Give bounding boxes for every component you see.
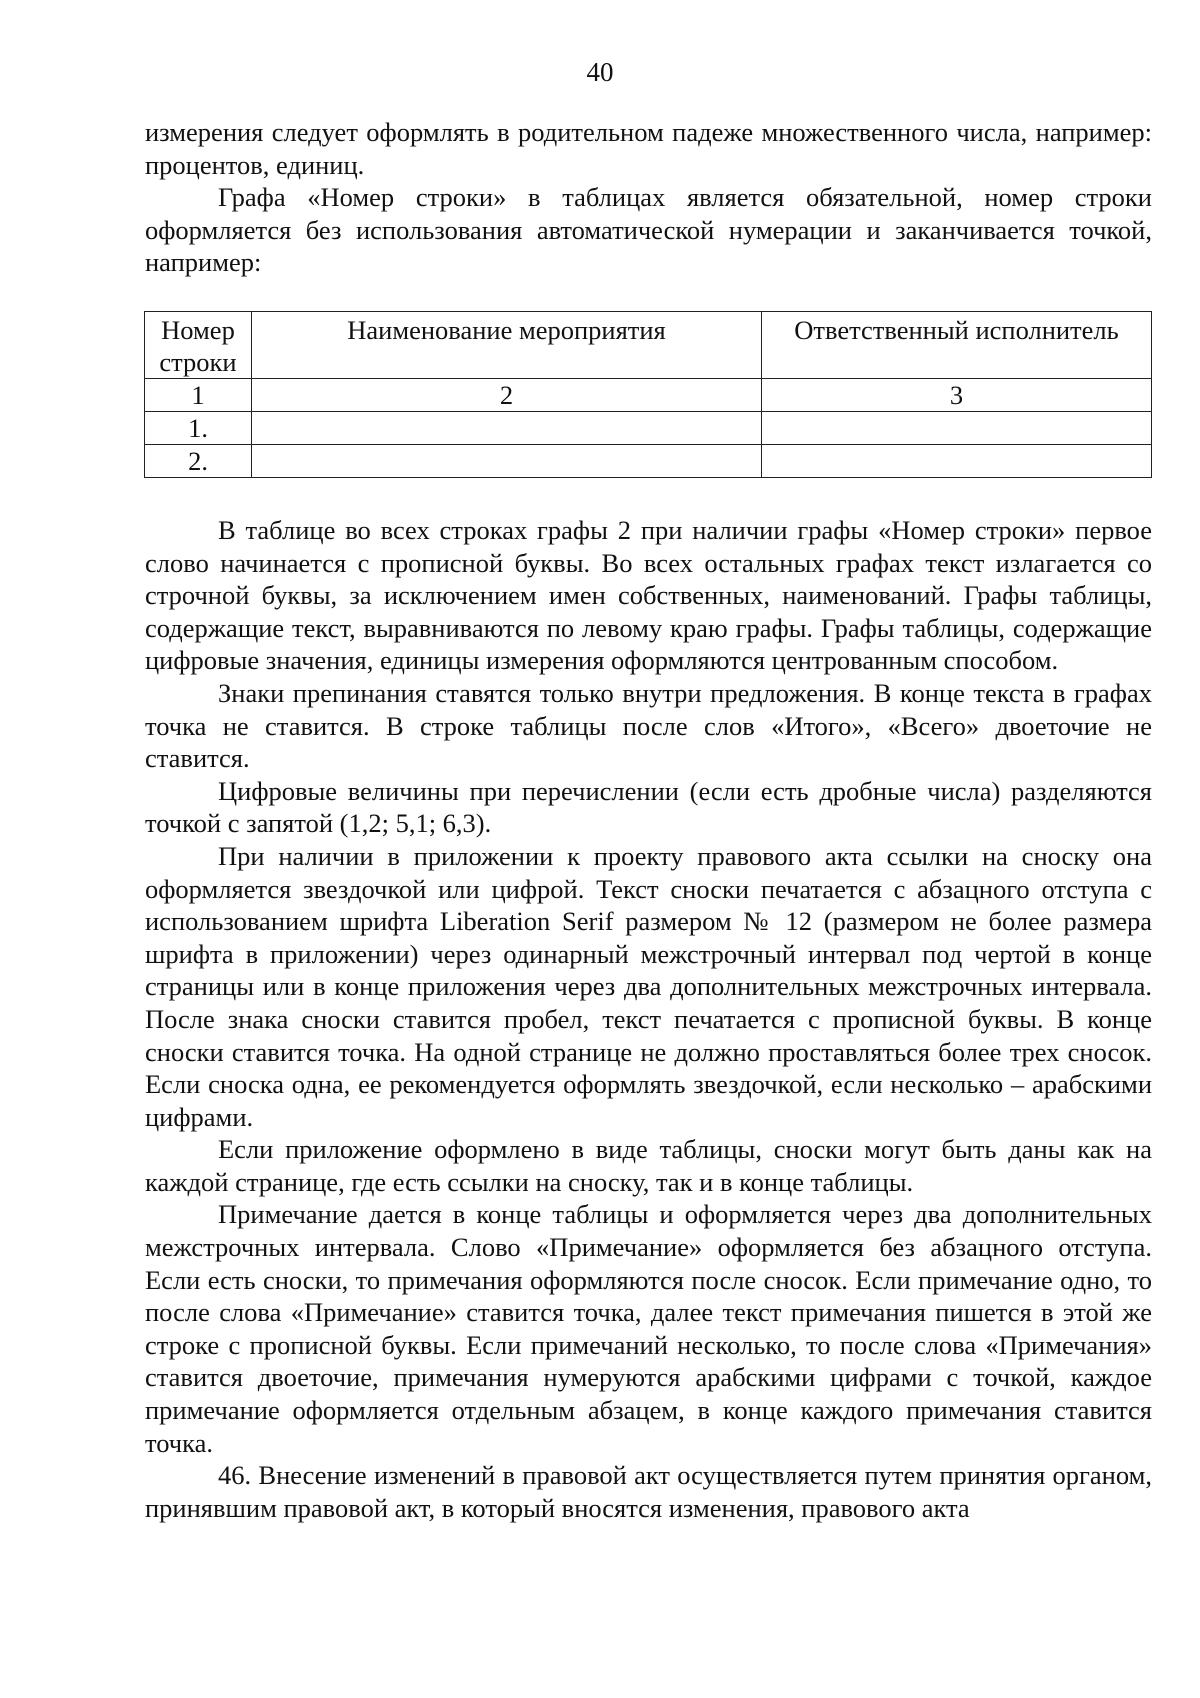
example-table bbox=[144, 311, 1152, 478]
table-cell: 1 bbox=[145, 379, 252, 412]
table-cell: 2. bbox=[145, 445, 252, 478]
table-cell bbox=[762, 445, 1152, 478]
body-section bbox=[145, 514, 1152, 1524]
paragraph: Графа «Номер строки» в таблицах является обязательной, номер строки оформляется без использования автоматической нумерации и заканчивается точкой, например: bbox=[145, 182, 1152, 278]
paragraph: Знаки препинания ставятся только внутри предложения. В конце текста в графах точка не ставится. В строке таблицы после слов «Итого», «Всего» двоеточие не ставится. bbox=[145, 677, 1152, 774]
table-header-row bbox=[145, 312, 1152, 379]
table-cell bbox=[252, 445, 762, 478]
table-row bbox=[145, 379, 1152, 412]
paragraph: Цифровые величины при перечислении (если есть дробные числа) разделяются точкой с запятой (1,2; 5,1; 6,3). bbox=[145, 775, 1152, 839]
paragraph: В таблице во всех строках графы 2 при наличии графы «Номер строки» первое слово начинается с прописной буквы. Во всех остальных графах текст излагается со строчной буквы, за исключением имен собственных, наименований. Графы таблицы, содержащие текст, выравниваются по левому краю графы. Графы таблицы, содержащие цифровые значения, единицы измерения оформляются центрованным способом. bbox=[145, 515, 1152, 676]
table-cell: 2 bbox=[252, 379, 762, 412]
header-line-number: Номер строки bbox=[145, 312, 252, 379]
table-cell: 3 bbox=[762, 379, 1152, 412]
header-event-name: Наименование мероприятия bbox=[252, 312, 762, 379]
paragraph: Если приложение оформлено в виде таблицы, сноски могут быть даны как на каждой странице, где есть ссылки на сноску, так и в конце таблицы. bbox=[145, 1134, 1152, 1197]
header-responsible: Ответственный исполнитель bbox=[762, 312, 1152, 379]
intro-section bbox=[145, 116, 1152, 279]
paragraph: 46. Внесение изменений в правовой акт осуществляется путем принятия органом, принявшим правовой акт, в который вносятся изменения, правового акта bbox=[145, 1460, 1152, 1523]
page-number: 40 bbox=[586, 57, 614, 87]
paragraph: При наличии в приложении к проекту правового акта ссылки на сноску она оформляется звездочкой или цифрой. Текст сноски печатается с абзацного отступа с использованием шрифта Liberation Serif размером № 12 (размером не более размера шрифта в приложении) через одинарный межстрочный интервал под чертой в конце страницы или в конце приложения через два дополнительных межстрочных интервала. После знака сноски ставится пробел, текст печатается с прописной буквы. В конце сноски ставится точка. На одной странице не должно проставляться более трех сносок. Если сноска одна, ее рекомендуется оформлять звездочкой, если несколько – арабскими цифрами. bbox=[145, 840, 1152, 1132]
table-row bbox=[145, 445, 1152, 478]
paragraph: измерения следует оформлять в родительном падеже множественного числа, например: процентов, единиц. bbox=[145, 117, 1152, 180]
table-cell bbox=[762, 412, 1152, 445]
paragraph: Примечание дается в конце таблицы и оформляется через два дополнительных межстрочных интервала. Слово «Примечание» оформляется без абзацного отступа. Если есть сноски, то примечания оформляются после сносок. Если примечание одно, то после слова «Примечание» ставится точка, далее текст примечания пишется в этой же строке с прописной буквы. Если примечаний несколько, то после слова «Примечания» ставится двоеточие, примечания нумеруются арабскими цифрами с точкой, каждое примечание оформляется отдельным абзацем, в конце каждого примечания ставится точка. bbox=[145, 1199, 1152, 1458]
table-cell bbox=[252, 412, 762, 445]
table-cell: 1. bbox=[145, 412, 252, 445]
table-row bbox=[145, 412, 1152, 445]
